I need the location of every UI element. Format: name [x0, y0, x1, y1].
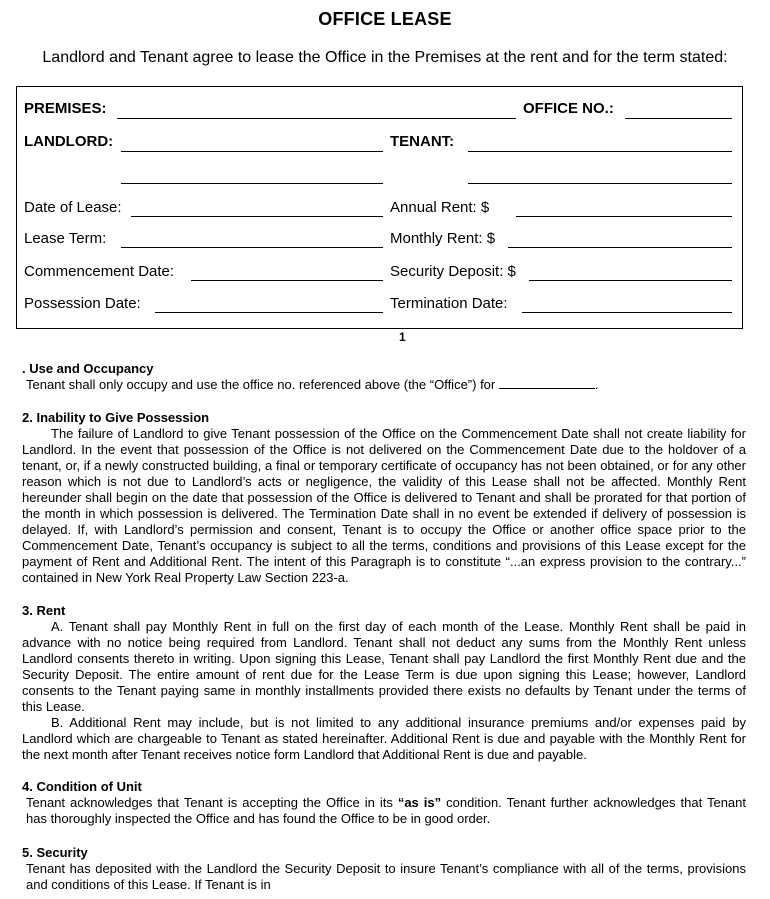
- use-purpose-blank[interactable]: [499, 377, 595, 389]
- page-number: 1: [399, 330, 406, 344]
- date-of-lease-label: Date of Lease:: [24, 199, 122, 216]
- document-title: OFFICE LEASE: [318, 9, 452, 29]
- section-1-text: Tenant shall only occupy and use the office no. referenced above (the “Office”) for .: [26, 377, 599, 392]
- commencement-date-field[interactable]: [191, 280, 383, 281]
- landlord-field[interactable]: [121, 151, 383, 152]
- section-condition-of-unit: [22, 779, 746, 827]
- lease-terms-box: [16, 86, 743, 329]
- section-security: [22, 845, 746, 893]
- possession-date-field[interactable]: [155, 312, 383, 313]
- lease-term-label: Lease Term:: [24, 230, 107, 247]
- lease-term-field[interactable]: [121, 247, 383, 248]
- section-inability-to-give-possession: [22, 410, 746, 586]
- commencement-date-label: Commencement Date:: [24, 263, 175, 280]
- tenant-field-line2[interactable]: [468, 183, 732, 184]
- section-2-heading: 2. Inability to Give Possession: [22, 410, 210, 425]
- tenant-label: TENANT:: [390, 133, 455, 150]
- office-no-field[interactable]: [625, 118, 732, 119]
- section-3-heading: 3. Rent: [22, 603, 66, 618]
- landlord-field-line2[interactable]: [121, 183, 383, 184]
- monthly-rent-field[interactable]: [508, 247, 732, 248]
- intro-text: Landlord and Tenant agree to lease the Office in the Premises at the rent and for the term stated:: [42, 49, 728, 66]
- security-deposit-field[interactable]: [529, 280, 732, 281]
- section-5-text: Tenant has deposited with the Landlord the Security Deposit to insure Tenant’s compliance with all of the terms, provisions and conditions of this Lease. If Tenant is in: [26, 861, 746, 892]
- possession-date-label: Possession Date:: [24, 295, 141, 312]
- section-3-paragraph-b: B. Additional Rent may include, but is not limited to any additional insurance premiums and/or expenses paid by Landlord which are chargeable to Tenant as stated hereinafter. Additional Rent is due and payable with the Monthly Rent for the next month after Tenant receives notice form Landlord that Additional Rent is due and payable.: [22, 715, 746, 762]
- section-5-heading: 5. Security: [22, 845, 88, 860]
- office-no-label: OFFICE NO.:: [523, 100, 614, 117]
- tenant-field[interactable]: [468, 151, 732, 152]
- section-3-paragraph-a: A. Tenant shall pay Monthly Rent in full on the first day of each month of the Lease. Monthly Rent shall be paid in advance with no notice being required from Landlord. Tenant shall not deduct any sums from the Monthly Rent unless Landlord consents thereto in writing. Upon signing this Lease, Tenant shall pay Landlord the first Monthly Rent due and the Security Deposit. The entire amount of rent due for the Lease Term is due upon signing this Lease; however, Landlord consents to the Tenant paying same in monthly installments provided there exists no defaults by Tenant under the terms of this Lease.: [22, 619, 746, 714]
- landlord-label: LANDLORD:: [24, 133, 114, 150]
- section-1-heading: . Use and Occupancy: [22, 361, 154, 376]
- premises-label: PREMISES:: [24, 100, 107, 117]
- annual-rent-field[interactable]: [516, 216, 732, 217]
- section-4-text: Tenant acknowledges that Tenant is accepting the Office in its “as is” condition. Tenant further acknowledges that Tenant has thoroughly inspected the Office and has found the Office to be in good order.: [26, 795, 747, 826]
- monthly-rent-label: Monthly Rent: $: [390, 230, 496, 247]
- termination-date-label: Termination Date:: [390, 295, 508, 312]
- premises-field[interactable]: [117, 118, 516, 119]
- annual-rent-label: Annual Rent: $: [390, 199, 490, 216]
- section-2-paragraph: The failure of Landlord to give Tenant possession of the Office on the Commencement Date shall not create liability for Landlord. In the event that possession of the Office is not delivered on the Commencement Date due to the holdover of a tenant, or, if a newly constructed building, a final or temporary certificate of occupancy has not been obtained, or for any other reason which is not due to Landlord’s acts or negligence, the validity of this Lease shall not be affected. Monthly Rent hereunder shall begin on the date that possession of the Office is delivered to Tenant and shall be prorated for that portion of the month in which possession is delivered. The Termination Date shall in no event be extended if delivery of possession is delayed. If, with Landlord’s permission and consent, Tenant is to occupy the Office or another office space prior to the Commencement Date, Tenant’s occupancy is subject to all the terms, conditions and provisions of this Lease except for the payment of Rent and Additional Rent. The intent of this Paragraph is to constitute “...an express provision to the contrary...” contained in New York Real Property Law Section 223-a.: [22, 426, 746, 585]
- section-rent: [22, 603, 746, 763]
- security-deposit-label: Security Deposit: $: [390, 263, 516, 280]
- termination-date-field[interactable]: [522, 312, 732, 313]
- date-of-lease-field[interactable]: [131, 216, 383, 217]
- as-is-emphasis: “as is”: [397, 795, 442, 810]
- section-4-heading: 4. Condition of Unit: [22, 779, 142, 794]
- section-use-and-occupancy: [22, 361, 746, 393]
